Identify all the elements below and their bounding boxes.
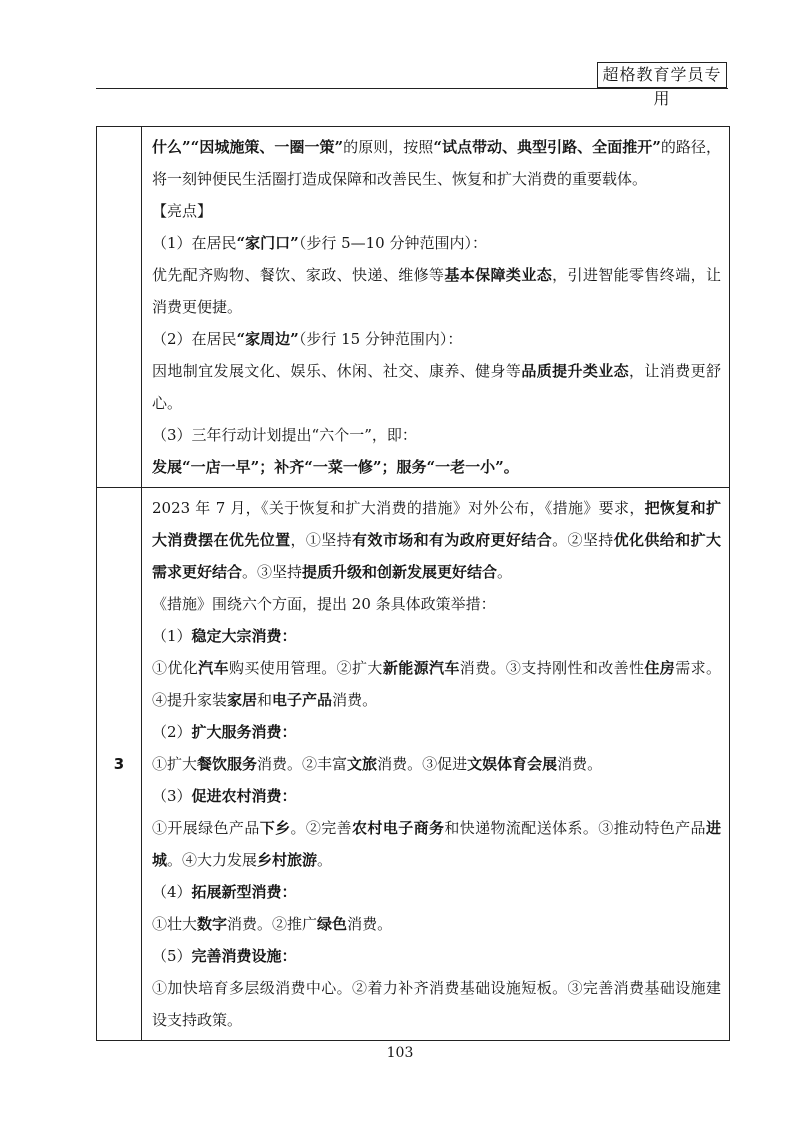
bold-text: 扩大服务消费：	[191, 723, 297, 741]
text-segment: 。	[317, 851, 333, 869]
bold-text: 品质提升类业态	[521, 362, 630, 380]
text-segment: 。	[497, 563, 513, 581]
text-segment: 消费。	[557, 755, 603, 773]
text-segment: ①开展绿色产品	[152, 819, 260, 837]
text-segment: 2023 年 7 月，《关于恢复和扩大消费的措施》对外公布，《措施》要求，	[152, 499, 645, 517]
table-row	[97, 127, 730, 488]
bold-text: 有效市场和有为政府更好结合	[352, 531, 553, 549]
text-segment: （1）	[152, 627, 192, 645]
paragraph	[152, 259, 721, 323]
paragraph	[152, 972, 721, 1036]
text-segment: （5）	[152, 947, 192, 965]
bold-text: “试点带动、典型引路、全面推开”	[433, 138, 661, 156]
bold-text: 文旅	[347, 755, 378, 773]
bold-text: “家门口”	[236, 234, 299, 252]
paragraph	[152, 195, 721, 227]
text-segment: 消费。②丰富	[257, 755, 348, 773]
paragraph	[152, 908, 721, 940]
text-segment: 消费。②推广	[227, 915, 318, 933]
bold-text: 数字	[197, 915, 228, 933]
text-segment: （步行 5—10 分钟范围内）：	[298, 234, 487, 252]
bold-text: 把恢复和扩大消费摆在优先位置	[152, 499, 721, 549]
row-content-cell	[142, 488, 730, 1041]
bold-text: 优化供给和扩大需求更好结合	[152, 531, 721, 581]
text-segment: 和	[257, 691, 273, 709]
text-segment: ①加快培育多层级消费中心。②着力补齐消费基础设施短板。③完善消费基础设施建设支持政策。	[152, 979, 721, 1029]
paragraph	[152, 812, 721, 876]
paragraph	[152, 876, 721, 908]
text-segment: 的原则，按照	[343, 138, 434, 156]
paragraph	[152, 355, 721, 419]
text-segment: 《措施》围绕六个方面，提出 20 条具体政策举措：	[152, 595, 496, 613]
text-segment: 的路径，将一刻钟便民生活圈打造成保障和改善民生、恢复和扩大消费的重要载体。	[152, 138, 721, 188]
text-segment: （2）	[152, 723, 192, 741]
text-segment: （步行 15 分钟范围内）：	[298, 330, 463, 348]
paragraph	[152, 451, 721, 483]
text-segment: ，让消费更舒心。	[152, 362, 721, 412]
text-segment: （3）	[152, 787, 192, 805]
text-segment: 消费。	[347, 915, 393, 933]
bold-text: 促进农村消费：	[191, 787, 297, 805]
bold-text: 下乡	[259, 819, 291, 837]
bold-text: 基本保障类业态	[444, 266, 553, 284]
paragraph	[152, 716, 721, 748]
text-segment: 。②坚持	[552, 531, 614, 549]
page-number: 103	[386, 1045, 414, 1061]
bold-text: 进城	[152, 819, 721, 869]
bold-text: 电子产品	[272, 691, 333, 709]
bold-text: 餐饮服务	[197, 755, 258, 773]
bold-text: 文娱体育会展	[467, 755, 558, 773]
paragraph	[152, 780, 721, 812]
text-segment: ，①坚持	[290, 531, 353, 549]
paragraph	[152, 227, 721, 259]
bold-text: 提质升级和创新发展更好结合	[302, 563, 498, 581]
bold-text: 什么”“因城施策、一圈一策”	[152, 138, 344, 156]
bold-text: 住房	[644, 659, 676, 677]
text-segment: ①优化	[152, 659, 199, 677]
header-badge: 超格教育学员专用	[597, 62, 727, 88]
text-segment: 需求。④提升家装	[152, 659, 721, 709]
text-segment: 消费。③促进	[377, 755, 468, 773]
paragraph	[152, 748, 721, 780]
bold-text: 汽车	[198, 659, 229, 677]
text-segment: 。③坚持	[242, 563, 303, 581]
text-segment: 购买使用管理。②扩大	[228, 659, 383, 677]
bold-text: 发展“一店一早”；补齐“一菜一修”；服务“一老一小”。	[152, 458, 519, 476]
bold-text: 拓展新型消费：	[191, 883, 297, 901]
paragraph	[152, 652, 721, 716]
text-segment: ①扩大	[152, 755, 198, 773]
text-segment: 消费。③支持刚性和改善性	[459, 659, 645, 677]
content-table	[96, 126, 730, 1041]
table-row	[97, 488, 730, 1041]
text-segment: 和快递物流配送体系。③推动特色产品	[444, 819, 706, 837]
bold-text: 完善消费设施：	[191, 947, 297, 965]
bold-text: 农村电子商务	[352, 819, 445, 837]
paragraph	[152, 131, 721, 195]
text-segment: （1）在居民	[152, 234, 237, 252]
row-number-cell: 3	[97, 488, 142, 1041]
bold-text: 稳定大宗消费：	[191, 627, 297, 645]
header-rule	[96, 88, 728, 89]
text-segment: 。②完善	[290, 819, 353, 837]
bold-text: 乡村旅游	[257, 851, 318, 869]
bold-text: “家周边”	[236, 330, 299, 348]
bold-text: 绿色	[317, 915, 348, 933]
row-content-cell	[142, 127, 730, 488]
paragraph	[152, 323, 721, 355]
text-segment: （3）三年行动计划提出“六个一”，即：	[152, 426, 417, 444]
text-segment: 【亮点】	[152, 202, 213, 220]
text-segment: 因地制宜发展文化、娱乐、休闲、社交、康养、健身等	[152, 362, 522, 380]
text-segment: （2）在居民	[152, 330, 237, 348]
row-number-cell	[97, 127, 142, 488]
text-segment: 。④大力发展	[167, 851, 258, 869]
text-segment: ①壮大	[152, 915, 198, 933]
paragraph	[152, 940, 721, 972]
bold-text: 家居	[227, 691, 258, 709]
text-segment: 优先配齐购物、餐饮、家政、快递、维修等	[152, 266, 445, 284]
paragraph	[152, 419, 721, 451]
paragraph	[152, 492, 721, 588]
bold-text: 新能源汽车	[382, 659, 460, 677]
text-segment: ，引进智能零售终端，让消费更便捷。	[152, 266, 721, 316]
paragraph	[152, 620, 721, 652]
text-segment: （4）	[152, 883, 192, 901]
text-segment: 消费。	[332, 691, 378, 709]
paragraph	[152, 588, 721, 620]
